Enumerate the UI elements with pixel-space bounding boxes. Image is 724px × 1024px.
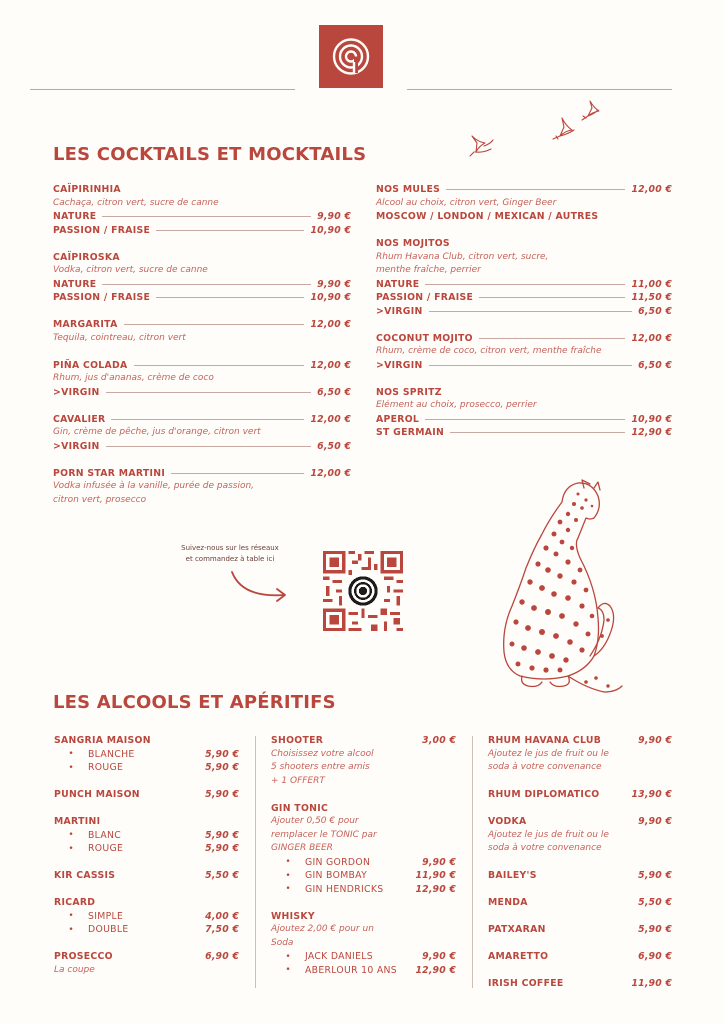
item-price: 12,00 € [310,359,351,371]
cocktail-nos-mojitos [376,237,672,318]
item-description: Soda [271,937,294,948]
drink-shooter [271,734,456,788]
item-description: Cachaça, citron vert, sucre de canne [53,197,219,208]
item-description: Ajoutez 2,00 € pour un [271,924,374,934]
item-price: 12,00 € [310,467,351,479]
drink-baileys [488,869,672,883]
item-name: NOS MOJITOS [376,238,450,250]
variant-price: 6,50 € [638,359,672,371]
bullet-icon: • [285,965,291,976]
item-description: Gin, crème de pêche, jus d'orange, citron vert [53,427,261,437]
cocktail-nos-mules [376,183,672,224]
cocktail-margarita [53,318,351,345]
item-description: Tequila, cointreau, citron vert [53,332,186,343]
variant-name: >VIRGIN [376,359,423,371]
item-price: 12,00 € [631,184,672,196]
item-name: COCONUT MOJITO [376,332,473,344]
drink-patxaran [488,923,672,937]
variant-name: NATURE [53,211,97,223]
drink-menda [488,896,672,910]
item-name: AMARETTO [488,951,549,963]
bullet-icon: • [68,749,74,760]
drink-rhum-diplomatico [488,788,672,802]
drink-amaretto [488,950,672,964]
item-name: PORN STAR MARTINI [53,467,166,479]
cocktail-porn-star-martini [53,467,351,508]
item-description: soda à votre convenance [488,762,602,772]
item-name: RHUM HAVANA CLUB [488,735,602,747]
variant-name: GIN GORDON [305,856,371,868]
item-name: GIN TONIC [271,802,329,814]
qr-caption-line: Suivez-nous sur les réseaux [181,544,279,552]
item-name: PATXARAN [488,924,546,936]
drink-sangria [54,734,239,775]
item-name: PIÑA COLADA [53,359,128,371]
drink-punch [54,788,239,802]
variant-price: 5,90 € [205,829,239,841]
item-name: MARTINI [54,816,101,828]
item-price: 13,90 € [631,789,672,801]
item-name: PROSECCO [54,951,113,963]
item-description: La coupe [54,964,95,975]
item-name: CAÏPIROSKA [53,251,120,263]
item-description: remplacer le TONIC par [271,829,377,840]
variant-price: 4,00 € [205,910,239,922]
cocktail-coconut-mojito [376,332,672,373]
item-price: 3,00 € [422,735,456,747]
drink-whisky [271,910,456,978]
item-name: BAILEY'S [488,870,537,882]
variant-name: DOUBLE [88,924,129,936]
item-name: RICARD [54,897,96,909]
variant-price: 10,90 € [310,224,351,236]
item-name: SANGRIA MAISON [54,735,151,747]
variant-price: 7,50 € [205,924,239,936]
item-price: 5,50 € [638,897,672,909]
bullet-icon: • [285,951,291,962]
item-price: 12,00 € [310,413,351,425]
item-price: 6,90 € [205,951,239,963]
item-name: CAÏPIRINHIA [53,184,121,196]
variant-name: ABERLOUR 10 ANS [305,964,397,976]
item-price: 11,90 € [631,978,672,990]
column-divider [472,736,473,988]
item-name: RHUM DIPLOMATICO [488,789,600,801]
variant-name: NATURE [53,278,97,290]
item-price: 12,00 € [310,319,351,331]
alcools-column-1 [54,734,239,991]
cocktail-pina-colada [53,359,351,400]
variant-name: MOSCOW / LONDON / MEXICAN / AUTRES [376,211,599,223]
variant-name: NATURE [376,278,420,290]
drink-irish-coffee [488,977,672,991]
cocktail-cavalier [53,413,351,454]
bullet-icon: • [68,830,74,841]
item-name: VODKA [488,816,527,828]
variant-price: 9,90 € [317,278,351,290]
item-description: GINGER BEER [271,843,333,853]
variant-price: 11,90 € [415,870,456,882]
column-divider [255,736,256,988]
bullet-icon: • [68,911,74,922]
item-price: 5,50 € [205,870,239,882]
item-description: Vodka infusée à la vanille, purée de passion, citron vert, prosecco [53,481,255,505]
variant-price: 5,90 € [205,748,239,760]
alcools-title: LES ALCOOLS ET APÉRITIFS [53,692,336,713]
item-name: WHISKY [271,910,315,922]
variant-price: 6,50 € [638,305,672,317]
variant-price: 12,90 € [631,427,672,439]
item-price: 5,90 € [638,870,672,882]
variant-price: 6,50 € [317,386,351,398]
qr-code[interactable] [323,551,403,631]
variant-price: 9,90 € [422,856,456,868]
item-price: 9,90 € [638,816,672,828]
item-name: PUNCH MAISON [54,789,140,801]
leopard-illustration [498,478,628,693]
item-name: IRISH COFFEE [488,978,564,990]
drink-ricard [54,896,239,937]
item-description: Choisissez votre alcool [271,748,374,759]
variant-name: ST GERMAIN [376,427,445,439]
variant-price: 6,50 € [317,440,351,452]
variant-name: BLANC [88,829,122,841]
item-description: Ajoutez le jus de fruit ou le [488,829,609,840]
item-name: KIR CASSIS [54,870,116,882]
arrow-icon [228,568,290,606]
variant-price: 9,90 € [422,951,456,963]
header-rule-right [407,89,672,90]
item-description: Ajoutez le jus de fruit ou le [488,748,609,759]
qr-caption-line: et commandez à table ici [185,555,275,563]
item-description: Rhum, crème de coco, citron vert, menthe fraîche [376,346,602,356]
variant-name: >VIRGIN [53,386,100,398]
item-price: 12,00 € [631,332,672,344]
alcools-column-3 [488,734,672,1004]
drink-martini [54,815,239,856]
variant-name: >VIRGIN [376,305,423,317]
bullet-icon: • [285,870,291,881]
variant-price: 10,90 € [631,413,672,425]
variant-name: PASSION / FRAISE [376,292,474,304]
cocktails-left-column [53,183,351,521]
item-description: Rhum Havana Club, citron vert, sucre, menthe fraîche, perrier [376,251,549,275]
item-description: 5 shooters entre amis [271,762,370,772]
drink-prosecco [54,950,239,977]
variant-price: 12,90 € [415,883,456,895]
item-price: 6,90 € [638,951,672,963]
logo-icon [325,31,377,82]
item-name: CAVALIER [53,413,106,425]
item-name: NOS SPRITZ [376,386,442,398]
item-description: Vodka, citron vert, sucre de canne [53,265,208,275]
variant-name: GIN HENDRICKS [305,883,384,895]
item-description: Rhum, jus d'ananas, crème de coco [53,373,214,383]
cocktail-caipirinha [53,183,351,237]
bullet-icon: • [285,884,291,895]
header-rule-left [30,89,295,90]
cocktail-caipiroska [53,251,351,305]
variant-price: 5,90 € [205,762,239,774]
item-description: + 1 OFFERT [271,775,325,786]
bullet-icon: • [68,762,74,773]
variant-name: SIMPLE [88,910,124,922]
qr-caption [165,543,295,565]
bullet-icon: • [68,843,74,854]
variant-name: ROUGE [88,843,124,855]
variant-price: 11,50 € [631,292,672,304]
variant-name: JACK DANIELS [305,951,373,963]
cocktails-right-column [376,183,672,453]
variant-name: GIN BOMBAY [305,870,368,882]
variant-price: 11,00 € [631,278,672,290]
item-description: Elément au choix, prosecco, perrier [376,400,537,410]
item-name: MENDA [488,897,528,909]
alcools-column-2 [271,734,456,991]
brand-logo [319,25,383,88]
item-name: NOS MULES [376,184,441,196]
bullet-icon: • [285,857,291,868]
drink-vodka [488,815,672,856]
variant-price: 9,90 € [317,211,351,223]
variant-name: PASSION / FRAISE [53,224,151,236]
drink-gin-tonic [271,802,456,897]
item-description: Ajouter 0,50 € pour [271,816,359,826]
item-description: Alcool au choix, citron vert, Ginger Beer [376,197,557,208]
item-name: MARGARITA [53,319,118,331]
item-price: 5,90 € [205,789,239,801]
item-name: SHOOTER [271,735,324,747]
swallows-illustration [462,96,612,166]
variant-price: 10,90 € [310,292,351,304]
variant-price: 5,90 € [205,843,239,855]
variant-name: PASSION / FRAISE [53,292,151,304]
cocktail-nos-spritz [376,386,672,440]
variant-name: ROUGE [88,762,124,774]
item-description: soda à votre convenance [488,843,602,853]
variant-name: APEROL [376,413,420,425]
drink-kir [54,869,239,883]
item-price: 9,90 € [638,735,672,747]
bullet-icon: • [68,924,74,935]
cocktails-title: LES COCKTAILS ET MOCKTAILS [53,144,367,165]
variant-name: BLANCHE [88,748,135,760]
variant-name: >VIRGIN [53,440,100,452]
drink-rhum-havana [488,734,672,775]
item-price: 5,90 € [638,924,672,936]
variant-price: 12,90 € [415,964,456,976]
